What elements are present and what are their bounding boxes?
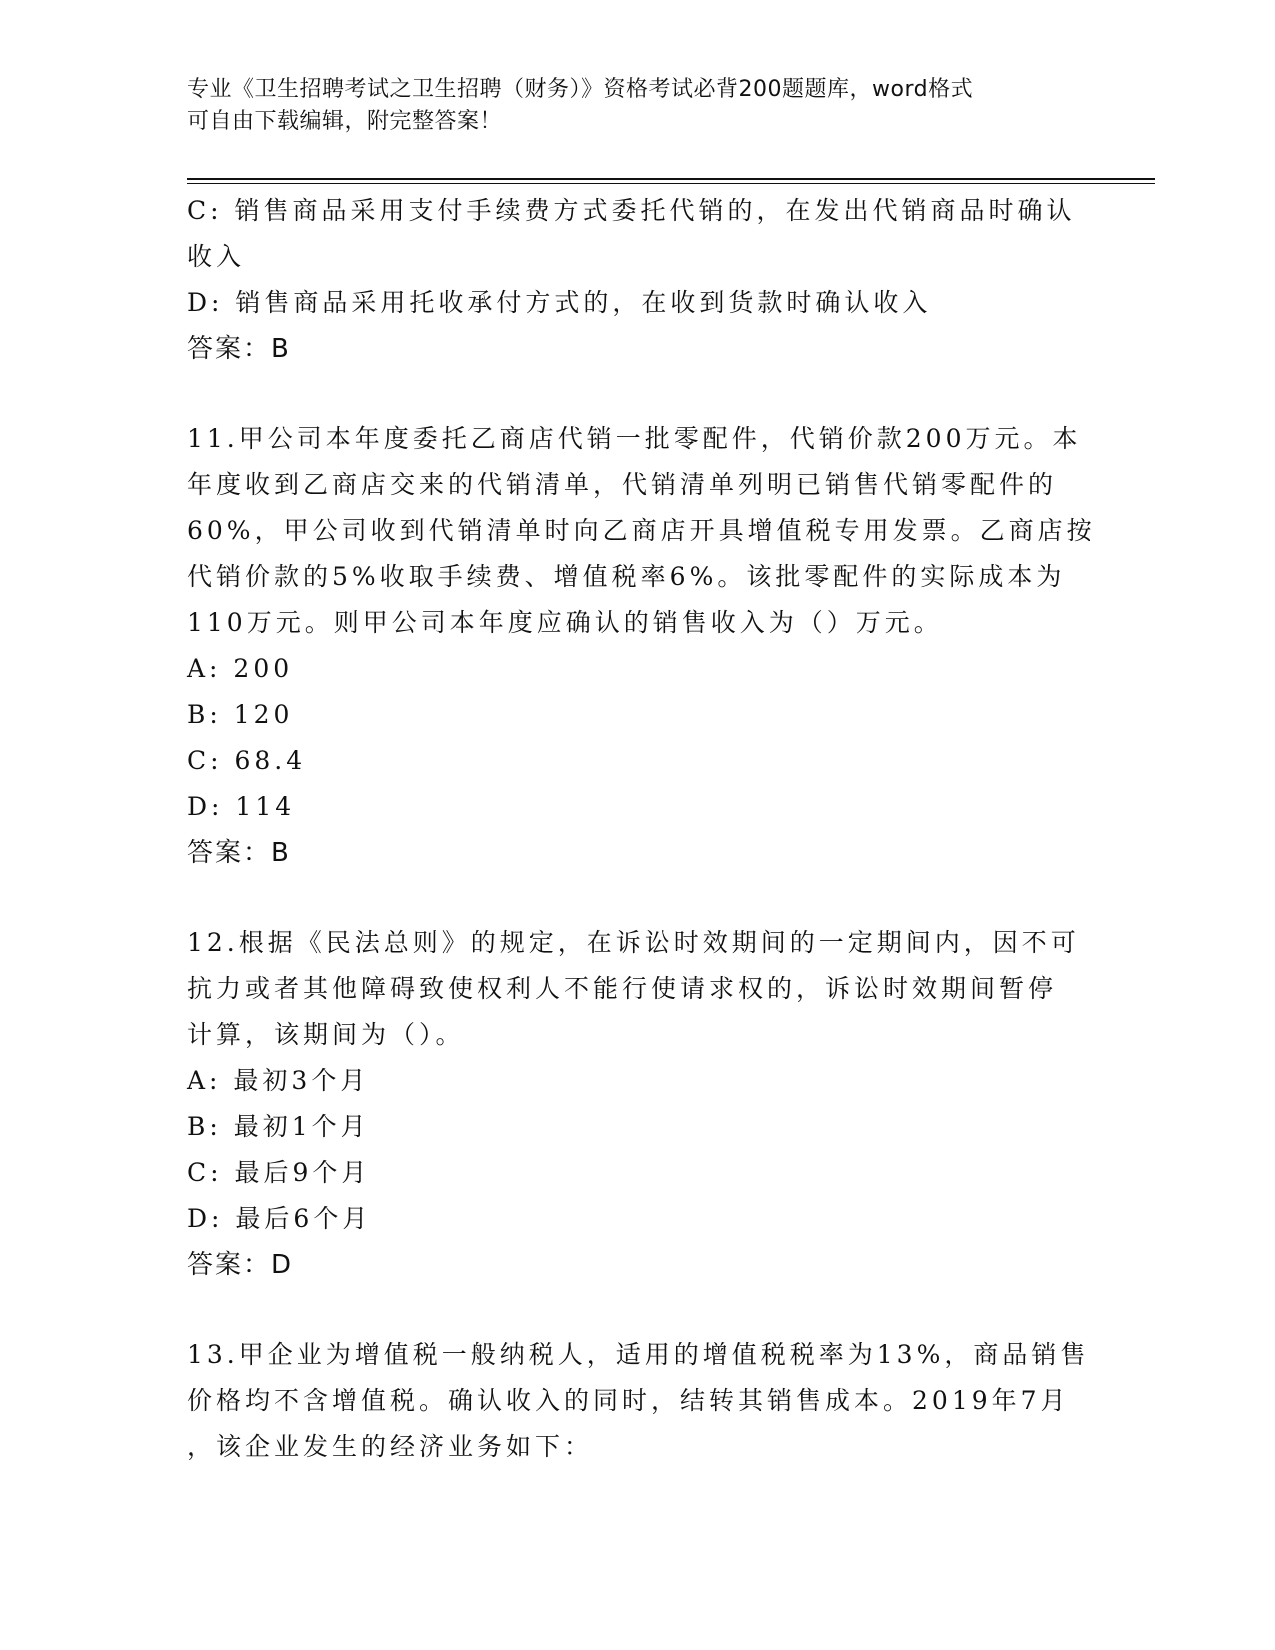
answer-line: 答案：D: [187, 1250, 294, 1280]
question-text: 11.甲公司本年度委托乙商店代销一批零配件，代销价款200万元。本: [187, 424, 1082, 453]
document-header: [187, 74, 1067, 138]
question-text: 60%，甲公司收到代销清单时向乙商店开具增值税专用发票。乙商店按: [187, 516, 1096, 545]
question-text: 抗力或者其他障碍致使权利人不能行使请求权的，诉讼时效期间暂停: [187, 974, 1058, 1003]
question-text: 计算，该期间为（）。: [187, 1020, 465, 1049]
option-b: B: 120: [187, 700, 294, 729]
option-d: D: 最后6个月: [187, 1204, 372, 1233]
question-text: 110万元。则甲公司本年度应确认的销售收入为（）万元。: [187, 608, 943, 637]
answer-line: 答案：B: [187, 334, 291, 364]
question-block-11: [187, 416, 1096, 876]
question-text: 12.根据《民法总则》的规定，在诉讼时效期间的一定期间内，因不可: [187, 928, 1080, 957]
option-d: D: 销售商品采用托收承付方式的，在收到货款时确认收入: [187, 288, 932, 317]
question-text: 价格均不含增值税。确认收入的同时，结转其销售成本。2019年7月: [187, 1386, 1070, 1415]
header-rule-thin: [187, 183, 1155, 184]
question-text: 年度收到乙商店交来的代销清单，代销清单列明已销售代销零配件的: [187, 470, 1058, 499]
header-line-1: 专业《卫生招聘考试之卫生招聘（财务）》资格考试必背200题题库，word格式: [187, 77, 974, 102]
question-content: [187, 188, 1096, 1470]
answer-line: 答案：B: [187, 838, 291, 868]
option-c: C: 最后9个月: [187, 1158, 371, 1187]
option-a: A: 200: [187, 654, 294, 683]
option-d: D: 114: [187, 792, 296, 821]
option-b: B: 最初1个月: [187, 1112, 370, 1141]
option-a: A: 最初3个月: [187, 1066, 370, 1095]
option-c: C: 销售商品采用支付手续费方式委托代销的，在发出代销商品时确认: [187, 196, 1076, 225]
question-block-12: [187, 920, 1080, 1288]
question-block-13: [187, 1332, 1090, 1470]
header-rule-thick: [187, 178, 1155, 180]
question-text: 代销价款的5%收取手续费、增值税率6%。该批零配件的实际成本为: [187, 562, 1066, 591]
question-text: ，该企业发生的经济业务如下：: [187, 1432, 594, 1461]
option-c: C: 68.4: [187, 746, 307, 775]
question-block-10-tail: [187, 188, 1076, 372]
option-c-continued: 收入: [187, 242, 246, 271]
question-text: 13.甲企业为增值税一般纳税人，适用的增值税税率为13%，商品销售: [187, 1340, 1090, 1369]
header-line-2: 可自由下载编辑，附完整答案！: [187, 109, 503, 134]
